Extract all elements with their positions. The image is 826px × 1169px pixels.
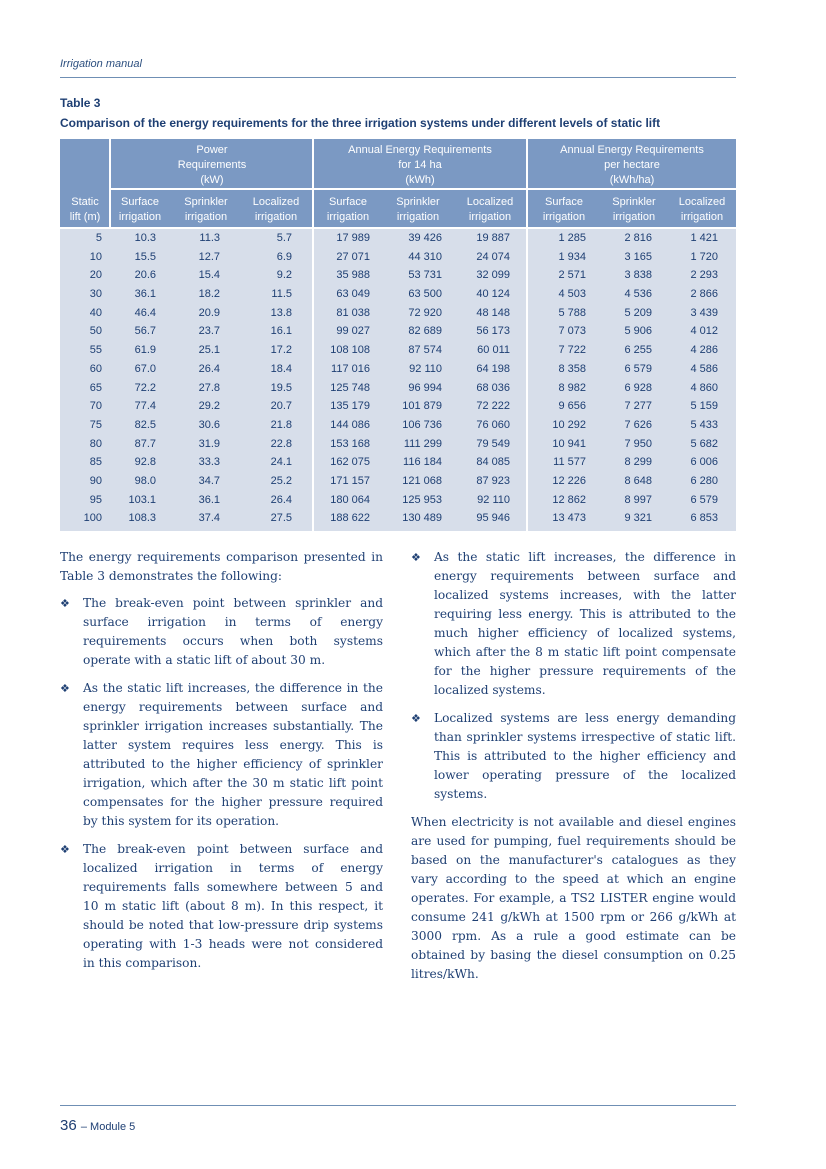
table-cell: 12 226 [552, 474, 586, 487]
table-cell: 6 255 [624, 344, 652, 357]
footer [60, 1117, 135, 1134]
table-cell: 63 500 [408, 288, 442, 301]
table-cell: 6 579 [624, 362, 652, 375]
table-cell: 7 073 [558, 325, 586, 338]
table-cell: 24.1 [270, 456, 292, 469]
table-cell: 81 038 [336, 306, 370, 319]
table-cell: 23.7 [198, 325, 220, 338]
table-row [60, 453, 736, 472]
group-header-annual-per-ha: Annual Energy Requirements per hectare (kWh/ha) [560, 144, 704, 186]
static-lift-cell: 90 [89, 474, 102, 487]
table-cell: 34.7 [198, 474, 220, 487]
table-cell: 15.4 [198, 269, 220, 282]
table-cell: 61.9 [134, 344, 156, 357]
table-cell: 135 179 [330, 400, 370, 413]
table-cell: 56 173 [476, 325, 510, 338]
table-cell: 153 168 [330, 437, 370, 450]
col-header-power-localized: Localized irrigation [252, 196, 300, 223]
col-header-annual-sprinkler: Sprinkler irrigation [396, 196, 440, 223]
table-cell: 1 720 [690, 250, 718, 263]
table-cell: 18.2 [198, 288, 220, 301]
table-cell: 72.2 [134, 381, 156, 394]
table-cell: 44 310 [408, 250, 442, 263]
col-header-static-lift: Static lift (m) [69, 196, 101, 223]
table-cell: 92.8 [134, 456, 156, 469]
table-cell: 68 036 [476, 381, 510, 394]
bullet-icon: ❖ [60, 597, 70, 610]
table-cell: 6 853 [690, 512, 718, 525]
table-row [60, 266, 736, 285]
bullet-icon: ❖ [60, 682, 70, 695]
table-cell: 6 928 [624, 381, 652, 394]
table-header [60, 139, 736, 227]
static-lift-cell: 65 [89, 381, 102, 394]
table-cell: 16.1 [270, 325, 292, 338]
static-lift-cell: 5 [95, 232, 102, 244]
table-cell: 46.4 [134, 306, 156, 319]
diesel-paragraph: When electricity is not available and diesel engines are used for pumping, fuel requirements should be based on the manufacturer's catalogues as they vary according to the speed at which an engine operates. For example, a TS2 LISTER engine would consume 241 g/kWh at 1500 rpm or 266 g/kWh at 3000 rpm. As a rule a good estimate can be obtained by basing the diesel consumption on 0.25 litres/kWh. [411, 815, 736, 981]
table-cell: 32 099 [476, 269, 510, 282]
table-cell: 11 577 [553, 456, 586, 469]
module-label: – Module 5 [80, 1121, 136, 1133]
table-cell: 10 292 [552, 418, 586, 431]
table-cell: 6.9 [276, 250, 292, 263]
table-cell: 6 006 [690, 456, 718, 469]
table-cell: 13.8 [270, 306, 292, 319]
footer-rule [60, 1105, 736, 1106]
table-cell: 1 285 [558, 232, 586, 244]
bullet-icon: ❖ [411, 712, 421, 725]
table-body [60, 229, 736, 528]
header-divider [110, 188, 736, 190]
table-cell: 27.8 [198, 381, 220, 394]
static-lift-cell: 40 [89, 306, 102, 319]
bullet-icon: ❖ [60, 843, 70, 856]
table-cell: 2 816 [624, 232, 652, 244]
static-lift-cell: 20 [89, 269, 102, 282]
table-cell: 121 068 [402, 474, 442, 487]
table-cell: 9 656 [558, 400, 586, 413]
table-cell: 30.6 [198, 418, 220, 431]
table-row [60, 491, 736, 510]
table-cell: 87 923 [476, 474, 510, 487]
table-row [60, 416, 736, 435]
static-lift-cell: 60 [89, 362, 102, 375]
table-cell: 20.9 [198, 306, 220, 319]
table-cell: 111 299 [403, 437, 442, 450]
table-cell: 2 866 [690, 288, 718, 301]
table-cell: 10.3 [134, 232, 156, 244]
table-cell: 11.3 [199, 232, 220, 244]
table-cell: 24 074 [476, 250, 510, 263]
table-cell: 188 622 [330, 512, 370, 525]
col-header-perha-sprinkler: Sprinkler irrigation [612, 196, 656, 223]
table-cell: 5 159 [690, 400, 718, 413]
table-cell: 116 184 [403, 456, 442, 469]
table-cell: 106 736 [402, 418, 442, 431]
table-cell: 125 748 [330, 381, 370, 394]
table-row [60, 472, 736, 491]
table-cell: 5 433 [690, 418, 718, 431]
table-cell: 7 626 [624, 418, 652, 431]
table-cell: 29.2 [198, 400, 220, 413]
table-cell: 92 110 [409, 362, 442, 375]
table-row [60, 304, 736, 323]
table-cell: 92 110 [477, 493, 510, 506]
table-cell: 15.5 [134, 250, 156, 263]
static-lift-cell: 100 [83, 512, 102, 525]
table-cell: 40 124 [476, 288, 510, 301]
table-cell: 99 027 [336, 325, 370, 338]
table-row [60, 509, 736, 528]
static-lift-cell: 80 [89, 437, 102, 450]
table-cell: 22.8 [270, 437, 292, 450]
table-cell: 95 946 [476, 512, 510, 525]
table-cell: 63 049 [336, 288, 370, 301]
table-cell: 87.7 [134, 437, 156, 450]
table-cell: 4 860 [690, 381, 718, 394]
list-item: ❖ As the static lift increases, the difference in energy requirements between surface and localized systems increases, with the latter requiring less energy. This is attributed to the much higher efficiency of localized systems, which after the 8 m static lift point compensate for the higher pressure requirements of the localized systems. [411, 550, 736, 697]
table-cell: 3 165 [624, 250, 652, 263]
table-cell: 108.3 [128, 512, 156, 525]
table-cell: 125 953 [402, 493, 442, 506]
table-cell: 26.4 [270, 493, 292, 506]
table-cell: 20.6 [134, 269, 156, 282]
table-row [60, 248, 736, 267]
col-header-annual-localized: Localized irrigation [466, 196, 514, 223]
header-divider [109, 139, 111, 227]
table-row [60, 397, 736, 416]
table-cell: 8 982 [558, 381, 586, 394]
table-cell: 27 071 [336, 250, 370, 263]
table-cell: 171 157 [330, 474, 370, 487]
static-lift-cell: 50 [89, 325, 102, 338]
table-cell: 4 503 [558, 288, 586, 301]
table-cell: 3 838 [624, 269, 652, 282]
table-cell: 35 988 [336, 269, 370, 282]
page-number: 36 [60, 1117, 77, 1134]
table-cell: 5 906 [624, 325, 652, 338]
table-cell: 67.0 [134, 362, 156, 375]
table-cell: 117 016 [331, 362, 370, 375]
table-cell: 48 148 [476, 306, 510, 319]
table-cell: 4 286 [690, 344, 718, 357]
group-header-annual-14ha: Annual Energy Requirements for 14 ha (kWh) [348, 144, 492, 186]
table-cell: 11.5 [271, 288, 292, 301]
table-cell: 9.2 [276, 269, 292, 282]
table-cell: 103.1 [128, 493, 156, 506]
table-cell: 20.7 [270, 400, 292, 413]
table-cell: 7 722 [558, 344, 586, 357]
list-item: ❖ Localized systems are less energy demanding than sprinkler systems irrespective of static lift. This is attributed to the higher efficiency and lower operating pressure of the localized systems. [411, 711, 736, 801]
table-cell: 12.7 [198, 250, 220, 263]
table-cell: 7 277 [624, 400, 652, 413]
table-cell: 5 788 [558, 306, 586, 319]
table-label: Table 3 [60, 96, 101, 110]
table-cell: 4 536 [624, 288, 652, 301]
table-cell: 39 426 [408, 232, 442, 244]
table-cell: 27.5 [270, 512, 292, 525]
table-cell: 33.3 [198, 456, 220, 469]
table-cell: 8 299 [624, 456, 652, 469]
col-header-power-surface: Surface irrigation [118, 196, 162, 223]
table-cell: 5 682 [690, 437, 718, 450]
table-cell: 3 439 [690, 306, 718, 319]
table-cell: 19.5 [270, 381, 292, 394]
table-cell: 82.5 [134, 418, 156, 431]
table-cell: 180 064 [330, 493, 370, 506]
list-item: ❖ The break-even point between sprinkler and surface irrigation in terms of energy requirements occurs when both systems operate with a static lift of about 30 m. [60, 596, 383, 667]
table-row [60, 322, 736, 341]
table-cell: 5 209 [624, 306, 652, 319]
table-cell: 1 421 [690, 232, 718, 244]
table-cell: 79 549 [476, 437, 510, 450]
table-cell: 4 012 [690, 325, 718, 338]
table-cell: 96 994 [408, 381, 442, 394]
table-cell: 56.7 [134, 325, 156, 338]
left-column [60, 548, 383, 982]
static-lift-cell: 95 [89, 493, 102, 506]
table-cell: 21.8 [270, 418, 292, 431]
table-row [60, 360, 736, 379]
table-cell: 53 731 [408, 269, 442, 282]
table-cell: 8 648 [624, 474, 652, 487]
table-cell: 17.2 [270, 344, 292, 357]
static-lift-cell: 85 [89, 456, 102, 469]
table-cell: 19 887 [476, 232, 510, 244]
table-cell: 76 060 [476, 418, 510, 431]
table-cell: 108 108 [330, 344, 370, 357]
table-cell: 13 473 [552, 512, 586, 525]
table-cell: 5.7 [276, 232, 292, 244]
table-cell: 101 879 [402, 400, 442, 413]
table-cell: 1 934 [558, 250, 586, 263]
table-cell: 18.4 [270, 362, 292, 375]
col-header-perha-surface: Surface irrigation [542, 196, 586, 223]
list-item: ❖ As the static lift increases, the difference in the energy requirements between surface and sprinkler irrigation increases substantially. The latter system requires less energy. This is attributed to the higher efficiency of sprinkler irrigation, which after the 30 m static lift point compensates for the higher pressure required by this system for its operation. [60, 681, 383, 828]
table-row [60, 229, 736, 248]
table-cell: 9 321 [624, 512, 652, 525]
table-cell: 2 293 [690, 269, 718, 282]
table-cell: 8 358 [558, 362, 586, 375]
group-header-power: Power Requirements (kW) [177, 144, 247, 186]
table-cell: 2 571 [558, 269, 586, 282]
table-cell: 36.1 [198, 493, 220, 506]
table-cell: 25.1 [198, 344, 220, 357]
table-row [60, 435, 736, 454]
table-cell: 10 941 [552, 437, 586, 450]
right-column [411, 548, 736, 992]
table-cell: 25.2 [270, 474, 292, 487]
table-cell: 26.4 [198, 362, 220, 375]
table-caption: Comparison of the energy requirements for the three irrigation systems under different levels of static lift [60, 116, 661, 130]
table-cell: 7 950 [624, 437, 652, 450]
col-header-power-sprinkler: Sprinkler irrigation [184, 196, 228, 223]
header-rule [60, 77, 736, 78]
table-cell: 6 579 [690, 493, 718, 506]
table-cell: 6 280 [690, 474, 718, 487]
table-cell: 37.4 [198, 512, 220, 525]
table-cell: 31.9 [198, 437, 220, 450]
table-cell: 8 997 [624, 493, 652, 506]
static-lift-cell: 30 [89, 288, 102, 301]
table-cell: 130 489 [402, 512, 442, 525]
table-cell: 84 085 [476, 456, 510, 469]
table-cell: 60 011 [477, 344, 510, 357]
table-cell: 72 222 [476, 400, 510, 413]
table-row [60, 379, 736, 398]
table-cell: 12 862 [552, 493, 586, 506]
col-header-annual-surface: Surface irrigation [326, 196, 370, 223]
table-cell: 144 086 [330, 418, 370, 431]
table-row [60, 341, 736, 360]
table-cell: 162 075 [330, 456, 370, 469]
table-cell: 4 586 [690, 362, 718, 375]
table-cell: 17 989 [336, 232, 370, 244]
table-cell: 72 920 [408, 306, 442, 319]
table-cell: 77.4 [134, 400, 156, 413]
table-cell: 98.0 [134, 474, 156, 487]
static-lift-cell: 75 [89, 418, 102, 431]
running-header: Irrigation manual [60, 58, 142, 70]
table-cell: 64 198 [476, 362, 510, 375]
table-cell: 87 574 [408, 344, 442, 357]
table-cell: 82 689 [408, 325, 442, 338]
energy-table [60, 139, 736, 531]
table-row [60, 285, 736, 304]
table-cell: 36.1 [134, 288, 156, 301]
col-header-perha-localized: Localized irrigation [678, 196, 726, 223]
bullet-icon: ❖ [411, 551, 421, 564]
static-lift-cell: 70 [89, 400, 102, 413]
intro-paragraph: The energy requirements comparison presented in Table 3 demonstrates the following: [60, 550, 383, 583]
static-lift-cell: 10 [89, 250, 102, 263]
static-lift-cell: 55 [89, 344, 102, 357]
list-item: ❖ The break-even point between surface and localized irrigation in terms of energy requirements falls somewhere between 5 and 10 m static lift (about 8 m). In this respect, it should be noted that low-pressure drip systems operating with 1-3 heads were not considered in this comparison. [60, 842, 383, 970]
